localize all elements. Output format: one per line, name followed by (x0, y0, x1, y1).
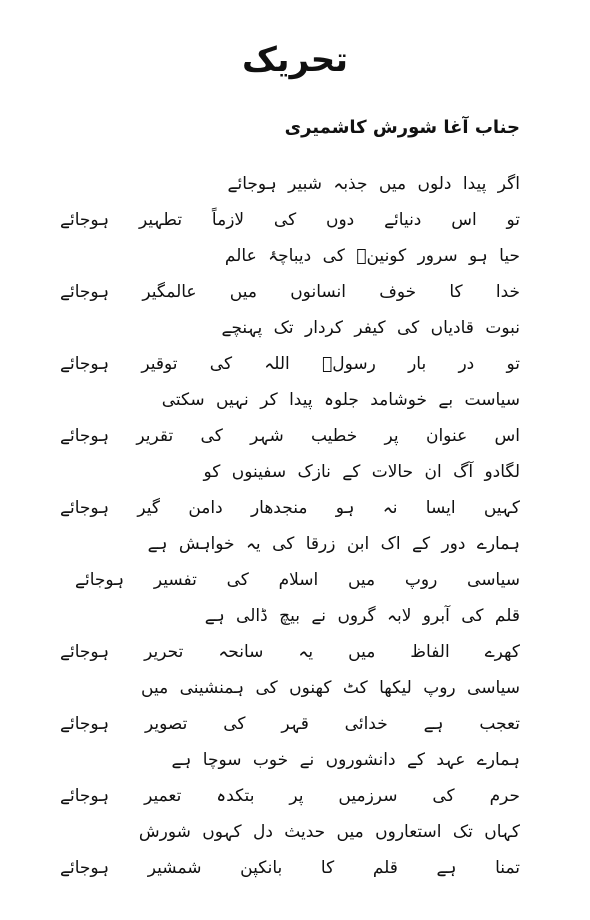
poem-title: تحریک (241, 40, 348, 80)
verse-line: قلم کی آبرو لابہ گروں نے بیچ ڈالی ہے (204, 606, 520, 626)
verse-line: نبوت قادیاں کی کیفر کردار تک پہنچے (221, 318, 520, 338)
verse-line: کہاں تک استعاروں میں حدیث دل کہوں شورش (138, 822, 520, 842)
verse-line: سیاست بے خوشامد جلوہ پیدا کر نہیں سکتی (161, 390, 520, 410)
verse-line: تو اس دنیائے دوں کی لازماً تطہیر ہوجائے (60, 210, 520, 230)
verse-line: اگر پیدا دلوں میں جذبہ شبیر ہوجائے (227, 174, 520, 194)
verse-line: کھرے الفاظ میں یہ سانحہ تحریر ہوجائے (60, 642, 520, 662)
verse-line: سیاسی روپ لیکھا کٹ کھنوں کی ہمنشینی میں (141, 678, 520, 698)
verse-line: حرم کی سرزمیں پر بتکدہ تعمیر ہوجائے (60, 786, 520, 806)
verse-line: اس عنوان پر خطیب شہر کی تقریر ہوجائے (60, 426, 520, 446)
poem-author: جناب آغا شورش کاشمیری (284, 117, 520, 138)
verse-line: تعجب ہے خدائی قہر کی تصویر ہوجائے (60, 714, 520, 734)
verse-line: ہمارے عہد کے دانشوروں نے خوب سوچا ہے (171, 750, 520, 770)
verse-line: ہمارے دور کے اک ابن زرقا کی یہ خواہش ہے (147, 534, 520, 554)
verse-line: تو در بار رسولؐ اللہ کی توقیر ہوجائے (60, 354, 520, 374)
verse-line: کہیں ایسا نہ ہو منجدھار دامن گیر ہوجائے (60, 498, 520, 518)
verse-line: تمنا ہے قلم کا بانکپن شمشیر ہوجائے (60, 858, 520, 878)
verse-line: خدا کا خوف انسانوں میں عالمگیر ہوجائے (60, 282, 520, 302)
verse-line: لگادو آگ ان حالات کے نازک سفینوں کو (203, 462, 520, 482)
verse-line: حیا ہو سرور کونینؐ کی دیباچۂ عالم (224, 246, 520, 266)
verse-line: سیاسی روپ میں اسلام کی تفسیر ہوجائے (75, 570, 520, 590)
poem-body (0, 170, 590, 905)
